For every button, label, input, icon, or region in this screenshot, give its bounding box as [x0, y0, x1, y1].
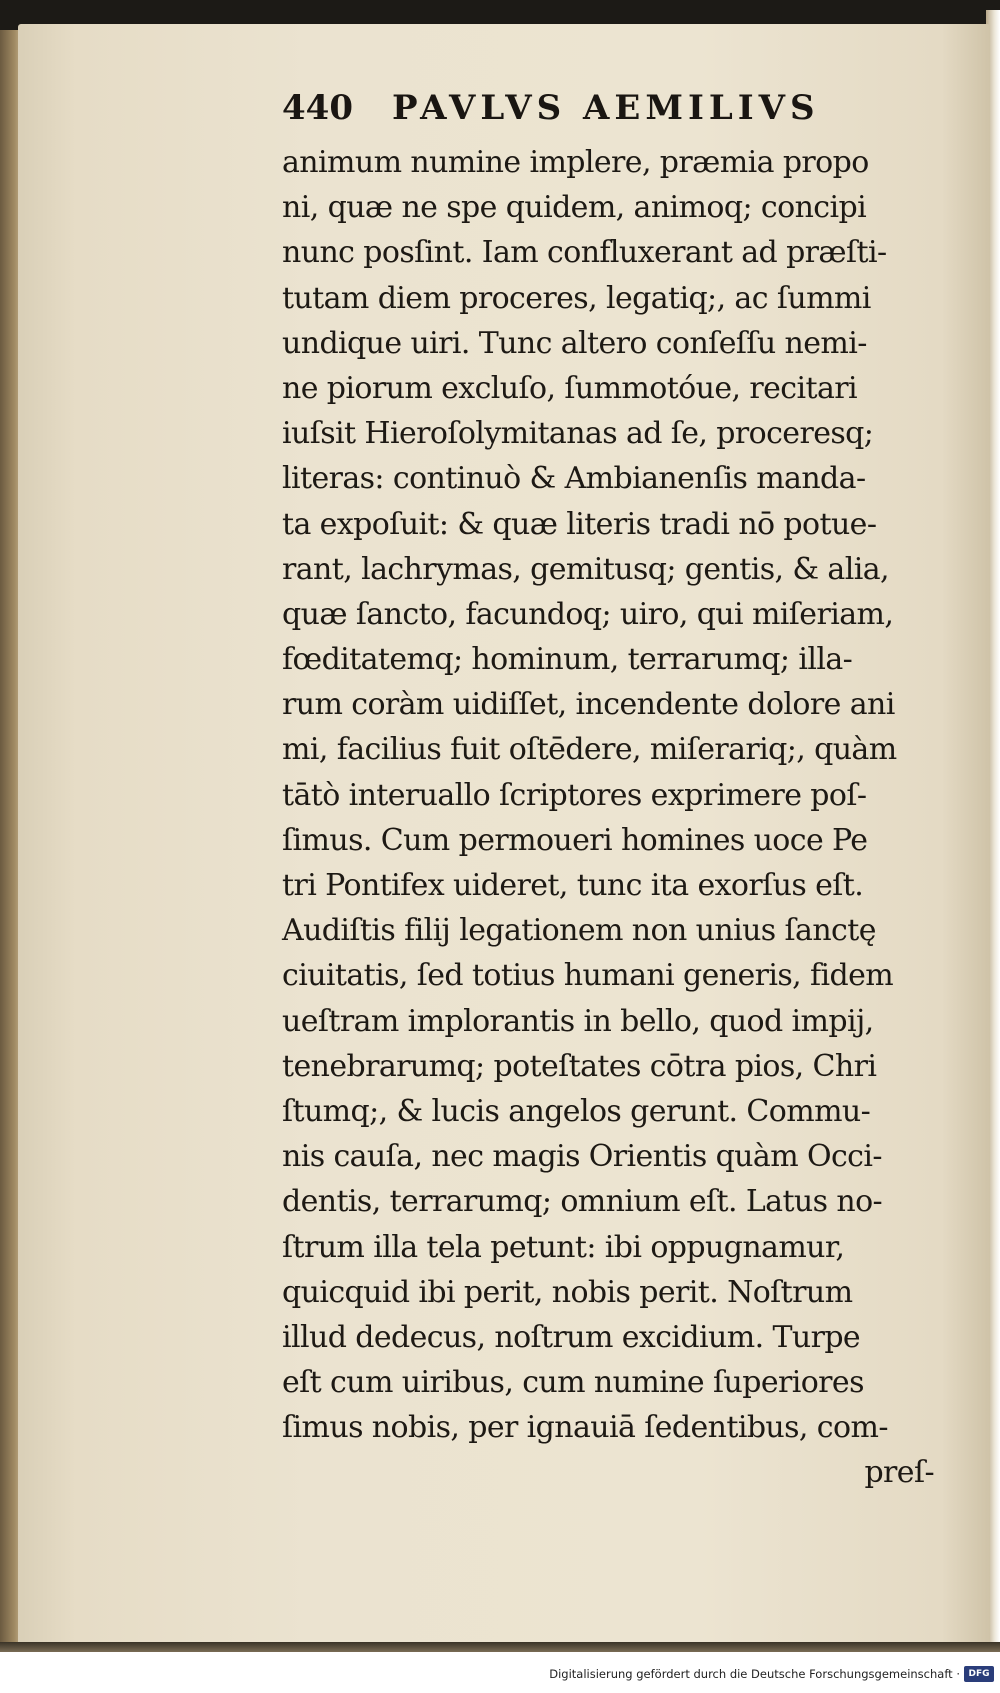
text-line: ta expoſuit: & quæ literis tradi nō potue-	[282, 506, 877, 542]
text-line: ſtrum illa tela petunt: ibi oppugnamur,	[282, 1229, 845, 1265]
text-line: animum numine implere, præmia propo	[282, 145, 869, 180]
running-title: PAVLVS AEMILIVS	[392, 88, 820, 128]
text-line: rant, lachrymas, gemitusq; gentis, & alia,	[282, 551, 889, 587]
text-line: tutam diem proceres, legatiq;, ac ſummi	[282, 280, 871, 316]
body-text	[282, 140, 942, 1496]
text-line: nis cauſa, nec magis Orientis quàm Occi-	[282, 1139, 882, 1175]
text-line: Audiſtis filij legationem non unius ſanctę	[282, 913, 876, 949]
page-header	[282, 88, 882, 128]
text-line: ſimus. Cum permoueri homines uoce Pe	[282, 822, 868, 858]
text-line: iuſsit Hieroſolymitanas ad ſe, proceresq;	[282, 416, 874, 452]
text-line: ſimus nobis, per ignauiā ſedentibus, com-	[282, 1410, 888, 1446]
text-line: quæ ſancto, facundoq; uiro, qui miſeriam,	[282, 596, 894, 632]
text-line: literas: continuò & Ambianenſis manda-	[282, 461, 866, 497]
text-line: tenebrarumq; poteſtates cōtra pios, Chri	[282, 1048, 877, 1084]
text-line: tātò interuallo ſcriptores exprimere poſ-	[282, 777, 867, 813]
text-line: ni, quæ ne spe quidem, animoq; concipi	[282, 190, 867, 226]
catchword: preſ-	[864, 1455, 934, 1491]
page-number: 440	[282, 88, 353, 128]
digitization-footer	[0, 1660, 1000, 1693]
text-line: mi, facilius fuit oſtēdere, miſerariq;, quàm	[282, 732, 897, 768]
text-line: ueſtram implorantis in bello, quod impij,	[282, 1003, 874, 1039]
text-line: ſtumq;, & lucis angelos gerunt. Commu-	[282, 1093, 871, 1129]
funding-credit: Digitalisierung gefördert durch die Deutsche Forschungsgemeinschaft ·	[549, 1667, 960, 1681]
dfg-logo: DFG	[964, 1666, 994, 1682]
text-line: ciuitatis, ſed totius humani generis, fidem	[282, 958, 894, 994]
text-line: ne piorum excluſo, ſummotóue, recitari	[282, 370, 857, 406]
page-bottom-edge	[0, 1642, 1000, 1652]
text-line: nunc posſint. Iam confluxerant ad præſti-	[282, 235, 887, 271]
text-line: eſt cum uiribus, cum numine ſuperiores	[282, 1365, 864, 1401]
text-line: undique uiri. Tunc altero conſeſſu nemi-	[282, 325, 867, 361]
text-line: fœditatemq; hominum, terrarumq; illa-	[282, 642, 853, 678]
text-line: quicquid ibi perit, nobis perit. Noſtrum	[282, 1274, 853, 1310]
text-line: illud dedecus, noſtrum excidium. Turpe	[282, 1319, 861, 1355]
text-line: dentis, terrarumq; omnium eſt. Latus no-	[282, 1184, 883, 1220]
text-line: tri Pontifex uideret, tunc ita exorſus eſt.	[282, 868, 864, 903]
text-line: rum coràm uidiſſet, incendente dolore ani	[282, 687, 895, 723]
